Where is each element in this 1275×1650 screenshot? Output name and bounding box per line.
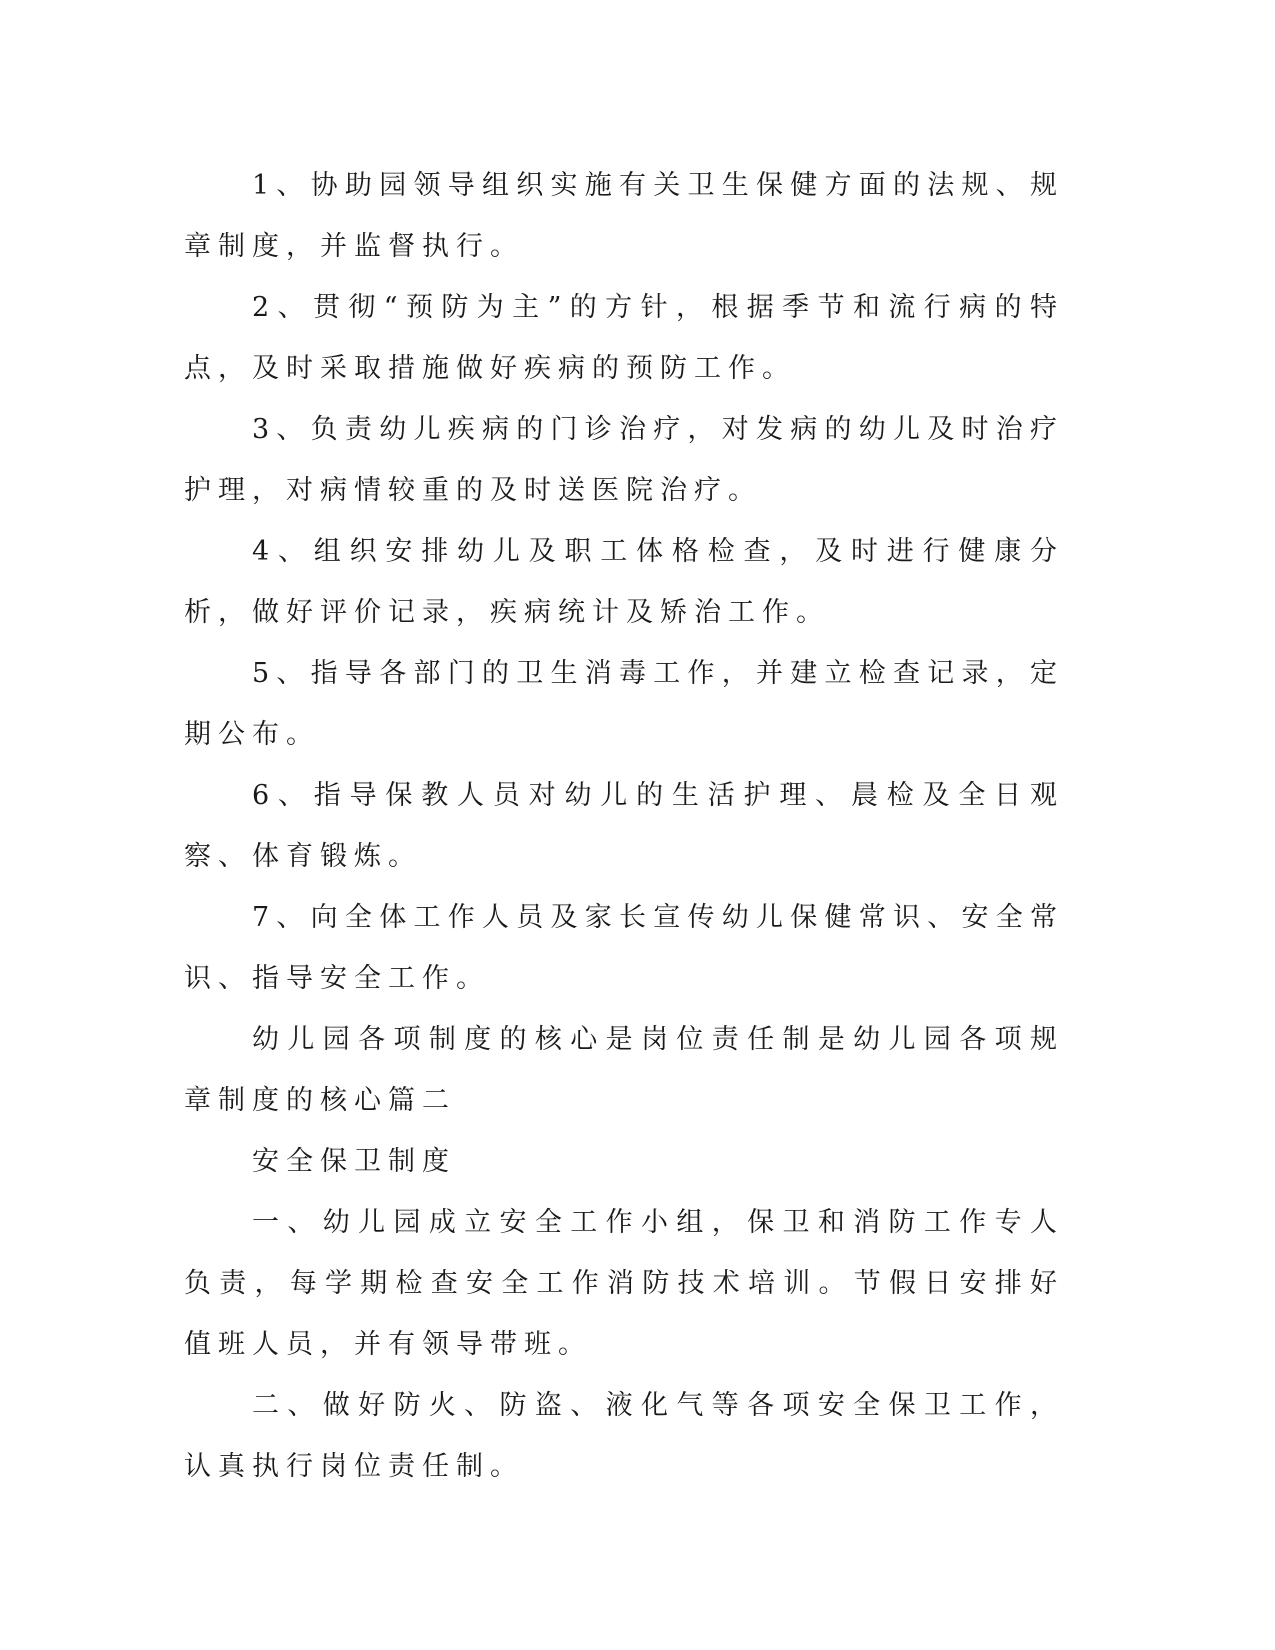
paragraph-item-1: 1、协助园领导组织实施有关卫生保健方面的法规、规章制度，并监督执行。	[184, 170, 1064, 262]
section-title: 安全保卫制度	[252, 1146, 456, 1177]
paragraph-item-4: 4、组织安排幼儿及职工体格检查，及时进行健康分析，做好评价记录，疾病统计及矫治工作。	[184, 536, 1064, 628]
document-body	[184, 155, 1064, 1497]
paragraph-item-2: 2、贯彻“预防为主”的方针，根据季节和流行病的特点，及时采取措施做好疾病的预防工作。	[184, 292, 1064, 384]
paragraph-item-6: 6、指导保教人员对幼儿的生活护理、晨检及全日观察、体育锻炼。	[184, 780, 1064, 872]
security-rule-2: 二、做好防火、防盗、液化气等各项安全保卫工作，认真执行岗位责任制。	[184, 1390, 1064, 1482]
paragraph-item-5: 5、指导各部门的卫生消毒工作，并建立检查记录，定期公布。	[184, 658, 1064, 750]
security-rule-1: 一、幼儿园成立安全工作小组，保卫和消防工作专人负责，每学期检查安全工作消防技术培训。节假日安排好值班人员，并有领导带班。	[184, 1207, 1064, 1360]
section-heading-paragraph: 幼儿园各项制度的核心是岗位责任制是幼儿园各项规章制度的核心篇二	[184, 1024, 1064, 1116]
paragraph-item-3: 3、负责幼儿疾病的门诊治疗，对发病的幼儿及时治疗护理，对病情较重的及时送医院治疗。	[184, 414, 1064, 506]
paragraph-item-7: 7、向全体工作人员及家长宣传幼儿保健常识、安全常识、指导安全工作。	[184, 902, 1064, 994]
